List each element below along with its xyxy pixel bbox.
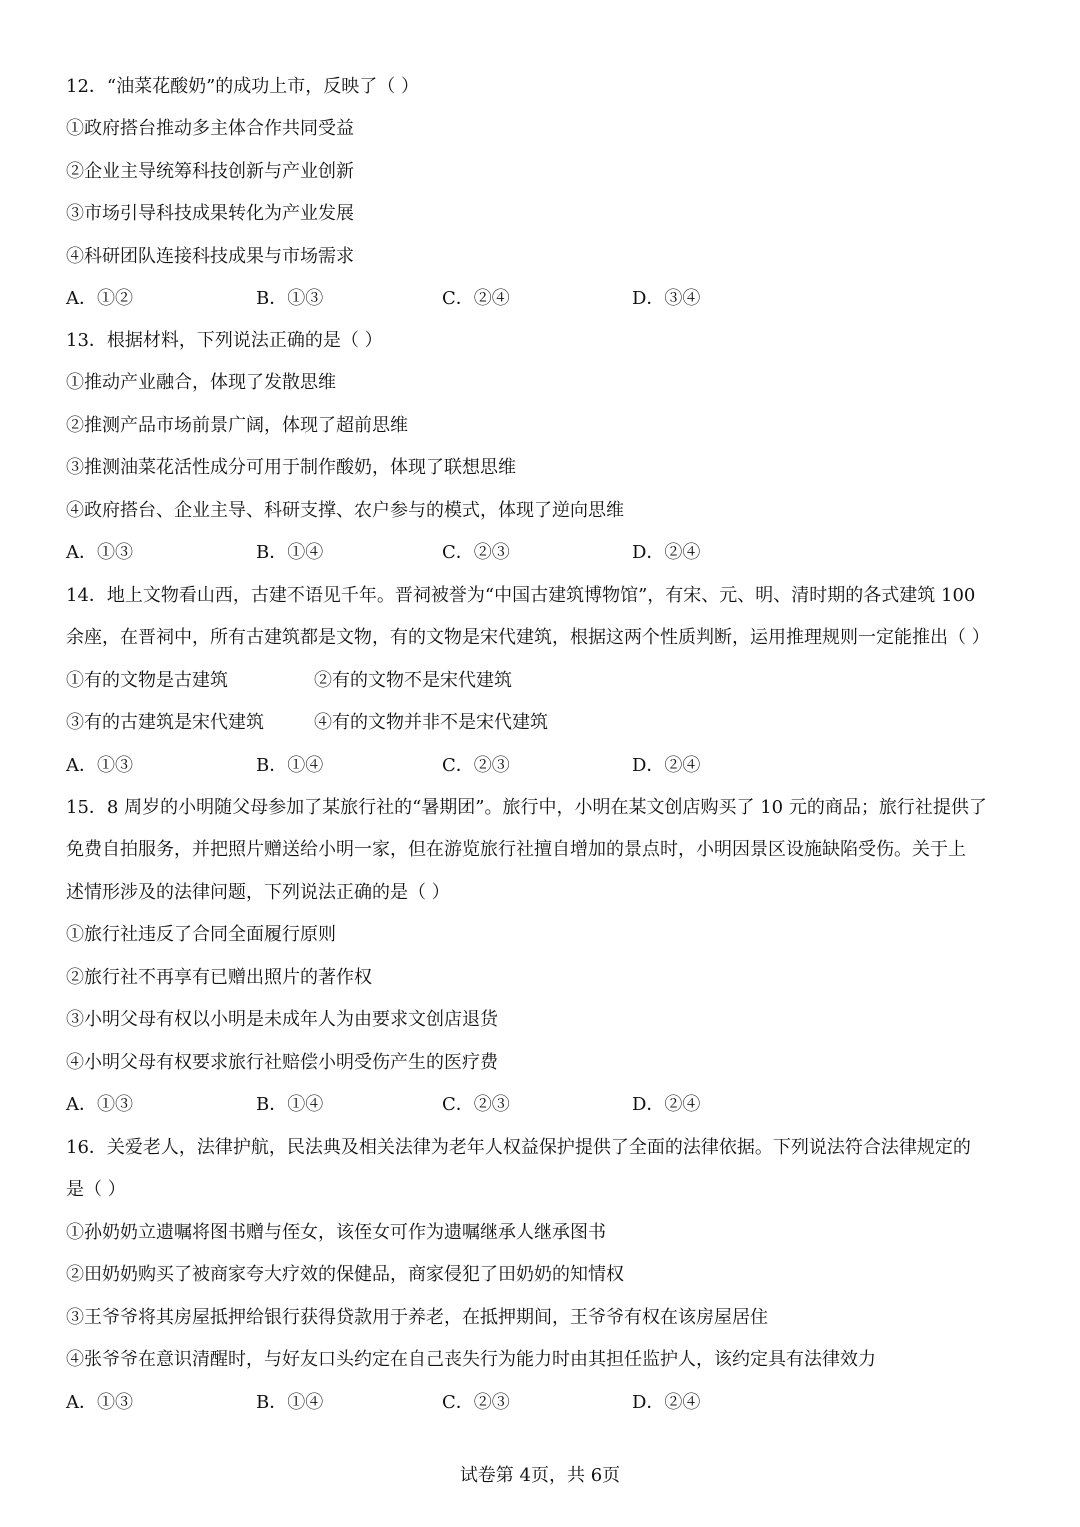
option-b[interactable]: B．①④ bbox=[256, 755, 324, 776]
statement-item: ①有的文物是古建筑 bbox=[66, 670, 228, 691]
question-stem: 是（ ） bbox=[66, 1179, 126, 1200]
option-a[interactable]: A．①③ bbox=[66, 1392, 133, 1413]
statement-item: ①政府搭台推动多主体合作共同受益 bbox=[66, 118, 354, 139]
question-stem: 12．“油菜花酸奶”的成功上市，反映了（ ） bbox=[66, 76, 420, 97]
statement-item: ③有的古建筑是宋代建筑 bbox=[66, 712, 264, 733]
option-d[interactable]: D．③④ bbox=[632, 288, 701, 309]
option-d[interactable]: D．②④ bbox=[632, 755, 701, 776]
option-c[interactable]: C．②③ bbox=[442, 1094, 510, 1115]
option-a[interactable]: A．①② bbox=[66, 288, 133, 309]
statement-item: ①旅行社违反了合同全面履行原则 bbox=[66, 924, 336, 945]
statement-item: ①推动产业融合，体现了发散思维 bbox=[66, 372, 336, 393]
statement-item: ④小明父母有权要求旅行社赔偿小明受伤产生的医疗费 bbox=[66, 1052, 498, 1073]
question-stem: 免费自拍服务，并把照片赠送给小明一家，但在游览旅行社擅自增加的景点时，小明因景区设施缺陷受伤。关于上 bbox=[66, 839, 966, 860]
option-c[interactable]: C．②③ bbox=[442, 1392, 510, 1413]
statement-item: ③市场引导科技成果转化为产业发展 bbox=[66, 203, 354, 224]
answer-options bbox=[66, 540, 766, 566]
statement-item: ②田奶奶购买了被商家夸大疗效的保健品，商家侵犯了田奶奶的知情权 bbox=[66, 1264, 624, 1285]
option-a[interactable]: A．①③ bbox=[66, 1094, 133, 1115]
statement-item: ②推测产品市场前景广阔，体现了超前思维 bbox=[66, 415, 408, 436]
option-b[interactable]: B．①④ bbox=[256, 1392, 324, 1413]
option-c[interactable]: C．②③ bbox=[442, 542, 510, 563]
answer-options bbox=[66, 286, 766, 312]
statement-item: ④政府搭台、企业主导、科研支撑、农户参与的模式，体现了逆向思维 bbox=[66, 500, 624, 521]
option-a[interactable]: A．①③ bbox=[66, 542, 133, 563]
statement-item: ②旅行社不再享有已赠出照片的著作权 bbox=[66, 967, 372, 988]
option-c[interactable]: C．②③ bbox=[442, 755, 510, 776]
question-stem: 余座，在晋祠中，所有古建筑都是文物，有的文物是宋代建筑，根据这两个性质判断，运用推理规则一定能推出（ ） bbox=[66, 627, 990, 648]
question-stem: 13．根据材料，下列说法正确的是（ ） bbox=[66, 330, 383, 351]
statement-item: ③小明父母有权以小明是未成年人为由要求文创店退货 bbox=[66, 1009, 498, 1030]
option-c[interactable]: C．②④ bbox=[442, 288, 510, 309]
statement-item: ④有的文物并非不是宋代建筑 bbox=[314, 712, 548, 733]
statement-item: ②有的文物不是宋代建筑 bbox=[314, 670, 512, 691]
question-stem: 15．8 周岁的小明随父母参加了某旅行社的“暑期团”。旅行中，小明在某文创店购买了 10 元的商品；旅行社提供了 bbox=[66, 797, 987, 818]
question-stem: 述情形涉及的法律问题，下列说法正确的是（ ） bbox=[66, 882, 450, 903]
option-b[interactable]: B．①③ bbox=[256, 288, 324, 309]
option-b[interactable]: B．①④ bbox=[256, 1094, 324, 1115]
statement-item: ②企业主导统筹科技创新与产业创新 bbox=[66, 161, 354, 182]
option-d[interactable]: D．②④ bbox=[632, 1094, 701, 1115]
option-d[interactable]: D．②④ bbox=[632, 1392, 701, 1413]
statement-item: ①孙奶奶立遗嘱将图书赠与侄女，该侄女可作为遗嘱继承人继承图书 bbox=[66, 1222, 606, 1243]
answer-options bbox=[66, 1092, 766, 1118]
option-a[interactable]: A．①③ bbox=[66, 755, 133, 776]
statement-item: ③王爷爷将其房屋抵押给银行获得贷款用于养老，在抵押期间，王爷爷有权在该房屋居住 bbox=[66, 1307, 768, 1328]
answer-options bbox=[66, 1390, 766, 1416]
statement-item: ④科研团队连接科技成果与市场需求 bbox=[66, 246, 354, 267]
question-stem: 14．地上文物看山西，古建不语见千年。晋祠被誉为“中国古建筑博物馆”，有宋、元、明、清时期的各式建筑 100 bbox=[66, 585, 976, 606]
option-b[interactable]: B．①④ bbox=[256, 542, 324, 563]
question-stem: 16．关爱老人，法律护航，民法典及相关法律为老年人权益保护提供了全面的法律依据。下列说法符合法律规定的 bbox=[66, 1137, 971, 1158]
answer-options bbox=[66, 753, 766, 779]
statement-item: ④张爷爷在意识清醒时，与好友口头约定在自己丧失行为能力时由其担任监护人，该约定具有法律效力 bbox=[66, 1349, 876, 1370]
page-footer: 试卷第 4页，共 6页 bbox=[459, 1465, 621, 1486]
option-d[interactable]: D．②④ bbox=[632, 542, 701, 563]
statement-item: ③推测油菜花活性成分可用于制作酸奶，体现了联想思维 bbox=[66, 457, 516, 478]
